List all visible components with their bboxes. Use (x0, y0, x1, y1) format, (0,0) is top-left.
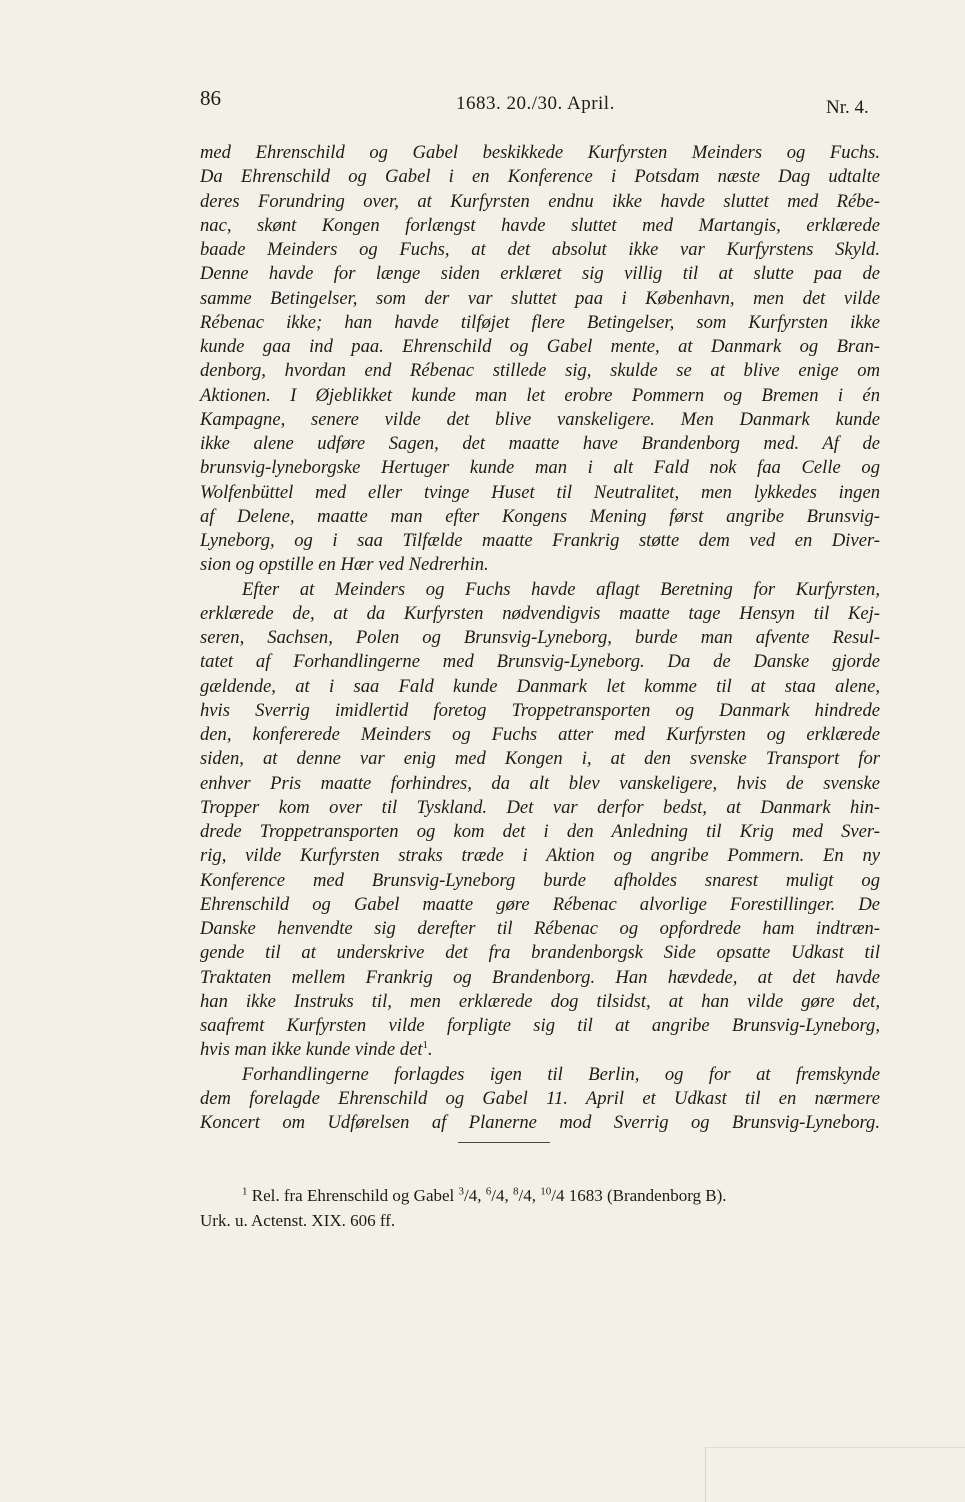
text-line: Rébenac ikke; han havde tilføjet flere Betingelser, som Kurfyrsten ikke (200, 311, 880, 333)
text-line: Kampagne, senere vilde det blive vanskeligere. Men Danmark kunde (200, 408, 880, 430)
fraction-denominator: /4 (551, 1186, 565, 1205)
fraction-numerator: 10 (540, 1185, 552, 1198)
text-line: Ehrenschild og Gabel maatte gøre Rébenac alvorlige Forestillinger. De (200, 893, 880, 915)
text-line: Wolfenbüttel med eller tvinge Huset til Neutralitet, men lykkedes ingen (200, 481, 880, 503)
text-line: rig, vilde Kurfyrsten straks træde i Aktion og angribe Pommern. En ny (200, 845, 880, 867)
text-line: enhver Pris maatte forhindres, da alt blev vanskeligere, hvis de svenske (200, 772, 880, 794)
text-line: han ikke Instruks til, men erklærede dog tilsidst, at han vilde gøre det, (200, 990, 880, 1012)
text-line: erklærede de, at da Kurfyrsten nødvendigvis maatte tage Hensyn til Kej- (200, 602, 880, 624)
fraction-denominator: /4, (464, 1186, 482, 1205)
text-line: kunde gaa ind paa. Ehrenschild og Gabel mente, at Danmark og Bran- (200, 336, 880, 357)
text-line: Tropper kom over til Tyskland. Det var derfor bedst, at Danmark hin- (200, 796, 880, 818)
text-line: siden, at denne var enig med Kongen i, at den svenske Transport for (200, 748, 880, 770)
text-line: dem forelagde Ehrenschild og Gabel 11. April et Udkast til en nærmere (200, 1087, 880, 1109)
fraction-denominator: /4, (518, 1186, 536, 1205)
fraction-numerator: 6 (485, 1185, 492, 1198)
text-line: Aktionen. I Øjeblikket kunde man let erobre Pommern og Bremen i én (200, 384, 880, 406)
running-head: 1683. 20./30. April. (456, 93, 615, 114)
text-line: tatet af Forhandlingerne med Brunsvig-Lyneborg. Da de Danske gjorde (200, 651, 880, 673)
text-line: nac, skønt Kongen forlængst havde sluttet med Martangis, erklærede (200, 214, 880, 236)
text-line: Efter at Meinders og Fuchs havde aflagt Beretning for Kurfyrsten, (242, 578, 880, 600)
page-edge-mark (705, 1447, 965, 1502)
text-line: Lyneborg, og i saa Tilfælde maatte Frankrig støtte dem ved en Diver- (200, 530, 880, 551)
text-line: Danske henvendte sig derefter til Rébenac og opfordrede ham indtræn- (200, 918, 880, 939)
footnote-reference[interactable]: 1 (422, 1039, 429, 1052)
text-line: Da Ehrenschild og Gabel i en Konference i Potsdam næste Dag udtalte (200, 166, 880, 188)
footnote-mark: 1 (242, 1185, 248, 1198)
footnote-text: 1683 (Brandenborg B). (568, 1186, 727, 1205)
text-line: gældende, at i saa Fald kunde Danmark let komme til at staa alene, (200, 675, 880, 697)
text-line: ikke alene udføre Sagen, det maatte have Brandenborg med. Af de (200, 433, 880, 454)
text-line: brunsvig-lyneborgske Hertuger kunde man i alt Fald nok faa Celle og (200, 457, 880, 479)
text-line: den, konfererede Meinders og Fuchs atter med Kurfyrsten og erklærede (200, 724, 880, 745)
footnote (200, 1183, 890, 1233)
text-line: denborg, hvordan end Rébenac stillede sig, skulde se at blive enige om (200, 360, 880, 382)
text-line: seren, Sachsen, Polen og Brunsvig-Lyneborg, burde man afvente Resul- (200, 627, 880, 648)
text-line: Konference med Brunsvig-Lyneborg burde afholdes snarest muligt og (200, 869, 880, 891)
text-line-with-footnote (200, 1038, 880, 1062)
text-line: gende til at underskrive det fra brandenborgsk Side opsatte Udkast til (200, 942, 880, 964)
text-line: hvis Sverrig imidlertid foretog Troppetransporten og Danmark hindrede (200, 699, 880, 721)
text-line: Traktaten mellem Frankrig og Brandenborg. Han hævdede, at det havde (200, 966, 880, 988)
fraction-denominator: /4, (491, 1186, 509, 1205)
footnote-line (200, 1183, 890, 1208)
text-line: Koncert om Udførelsen af Planerne mod Sverrig og Brunsvig-Lyneborg. (200, 1112, 880, 1133)
text-line: drede Troppetransporten og kom det i den Anledning til Krig med Sver- (200, 821, 880, 842)
text-line-content: hvis man ikke kunde vinde det (200, 1039, 423, 1061)
footnote-divider (458, 1142, 550, 1143)
text-line: deres Forundring over, at Kurfyrsten endnu ikke havde sluttet med Rébe- (200, 190, 880, 212)
footnote-text: Rel. fra Ehrenschild og Gabel (251, 1186, 459, 1205)
text-line: Forhandlingerne forlagdes igen til Berlin, og for at fremskynde (242, 1063, 880, 1085)
body-text (200, 141, 880, 1135)
text-line: samme Betingelser, som der var sluttet paa i København, men det vilde (200, 287, 880, 309)
text-line: med Ehrenschild og Gabel beskikkede Kurfyrsten Meinders og Fuchs. (200, 142, 880, 163)
text-line: sion og opstille en Hær ved Nedrerhin. (200, 554, 489, 576)
page-number: 86 (200, 86, 221, 110)
text-line: baade Meinders og Fuchs, at det absolut ikke var Kurfyrstens Skyld. (200, 239, 880, 260)
text-line: af Delene, maatte man efter Kongens Mening først angribe Brunsvig- (200, 505, 880, 527)
text-line: Denne havde for længe siden erklæret sig villig til at slutte paa de (200, 263, 880, 285)
text-line: saafremt Kurfyrsten vilde forpligte sig til at angribe Brunsvig-Lyneborg, (200, 1015, 880, 1036)
fraction-numerator: 3 (458, 1185, 465, 1198)
document-number: Nr. 4. (826, 97, 869, 118)
footnote-reference-suffix: . (428, 1039, 433, 1061)
fraction-numerator: 8 (512, 1185, 519, 1198)
footnote-line: Urk. u. Actenst. XIX. 606 ff. (200, 1211, 396, 1230)
